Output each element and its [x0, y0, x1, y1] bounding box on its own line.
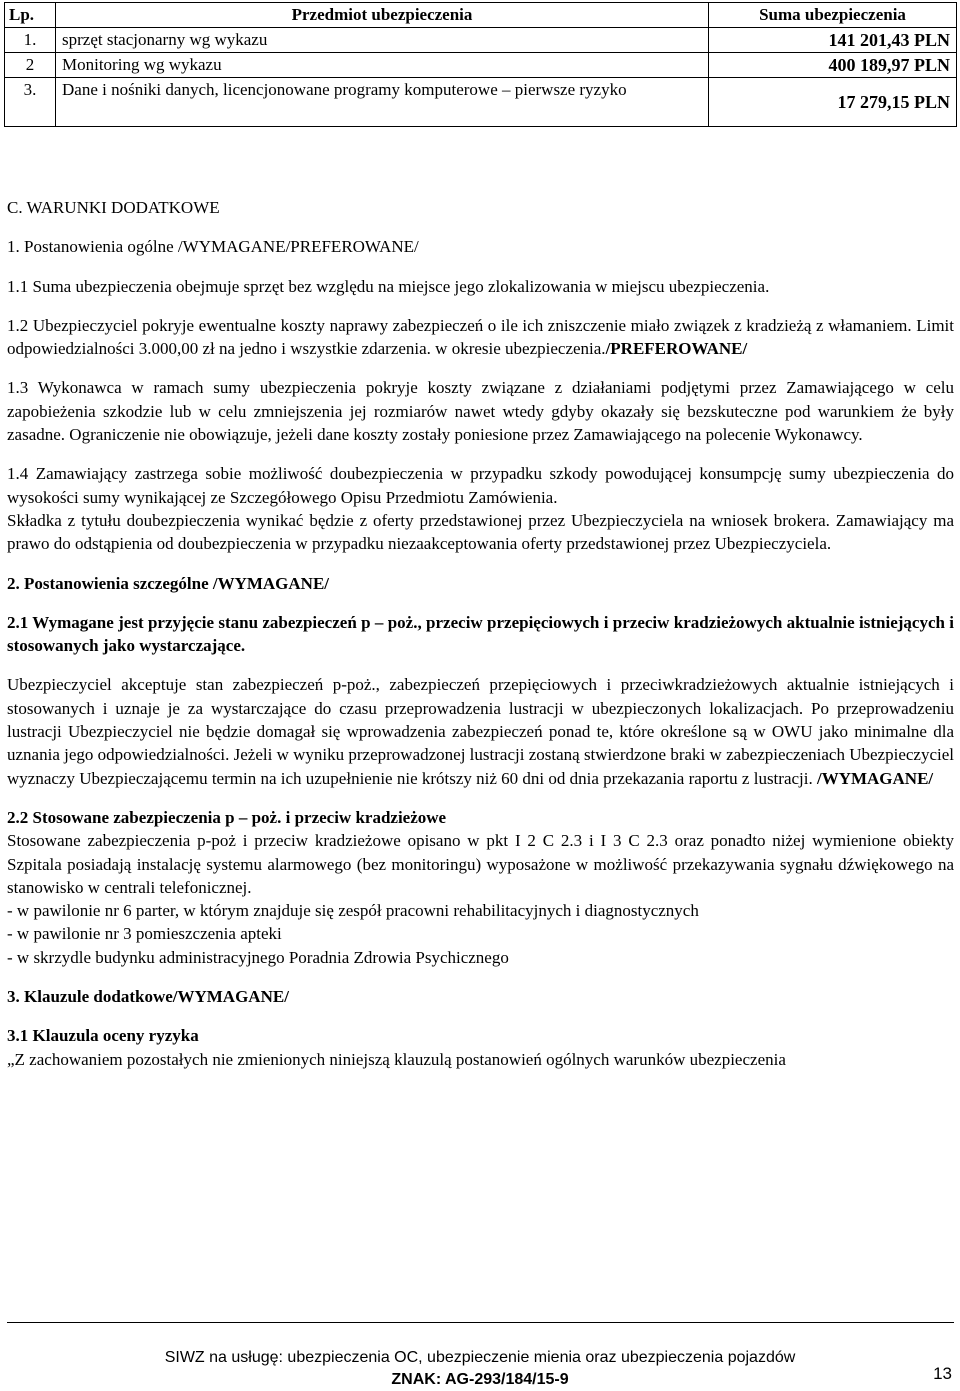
paragraph-1-3: 1.3 Wykonawca w ramach sumy ubezpieczenia pokryje koszty związane z działaniami podjętymi przez Zamawiającego w celu zapobieżenia szkodzie lub w celu zmniejszenia jej rozmiarów nawet wtedy gdyby okazały się bezskuteczne pod warunkiem że były zasadne. Ograniczenie nie obowiązuje, jeżeli dane koszty zostały poniesione przez Zamawiającego na polecenie Wykonawcy.	[7, 378, 954, 445]
row-amount: 17 279,15 PLN	[709, 78, 957, 127]
paragraph-3-1: „Z zachowaniem pozostałych nie zmienionych niniejszą klauzulą postanowień ogólnych warunków ubezpieczenia	[7, 1049, 786, 1069]
header-subject: Przedmiot ubezpieczenia	[56, 3, 709, 28]
paragraph-1-2	[7, 314, 954, 361]
footer-title: SIWZ na usługę: ubezpieczenia OC, ubezpieczenie mienia oraz ubezpieczenia pojazdów	[164, 1349, 796, 1366]
table-header-row	[5, 3, 957, 28]
row-amount: 400 189,97 PLN	[709, 53, 957, 78]
footer-divider	[7, 1322, 954, 1323]
row-amount: 141 201,43 PLN	[709, 28, 957, 53]
page-footer	[0, 1347, 960, 1391]
paragraph-2-1	[7, 673, 954, 789]
table-row	[5, 28, 957, 53]
header-lp: Lp.	[5, 3, 56, 28]
list-item: - w skrzydle budynku administracyjnego Poradnia Zdrowia Psychicznego	[7, 947, 509, 967]
heading-2-2: 2.2 Stosowane zabezpieczenia p – poż. i przeciw kradzieżowe	[7, 807, 447, 827]
footer-reference: ZNAK: AG-293/184/15-9	[391, 1371, 569, 1388]
list-item: - w pawilonie nr 6 parter, w którym znajduje się zespół pracowni rehabilitacyjnych i diagnostycznych	[7, 901, 699, 921]
row-lp: 2	[5, 53, 56, 78]
paragraph-1-2-text: 1.2 Ubezpieczyciel pokryje ewentualne koszty naprawy zabezpieczeń o ile ich zniszczenie miało związek z kradzieżą z włamaniem. Limit odpowiedzialności 3.000,00 zł na jedno i wszystkie zdarzenia. w okresie ubezpieczenia.	[7, 315, 954, 359]
section-3-heading: 3. Klauzule dodatkowe/WYMAGANE/	[7, 987, 289, 1007]
page-number: 13	[933, 1364, 952, 1383]
paragraph-2-1-text: Ubezpieczyciel akceptuje stan zabezpieczeń p-poż., zabezpieczeń przepięciowych i przeciwkradzieżowych aktualnie istniejących i stosowanych i uznaje je za wystarczające do czasu przeprowadzenia lustracji w ubezpieczonych lokalizacjach. Po przeprowadzeniu lustracji Ubezpieczyciel nie będzie domagał się wprowadzenia zabezpieczeń ponad te, które określone są w OWU jako minimalne dla uznania jego odpowiedzialności. Jeżeli w wyniku przeprowadzonej lustracji zostaną stwierdzone braki w zabezpieczeniach Ubezpieczyciel wyznaczy Ubezpieczającemu termin na ich uzupełnienie nie krótszy niż 60 dni od dnia przekazania raportu z lustracji.	[7, 675, 954, 788]
table-row	[5, 78, 957, 127]
list-item: - w pawilonie nr 3 pomieszczenia apteki	[7, 924, 282, 944]
document-body	[7, 196, 954, 1071]
section-c-heading: C. WARUNKI DODATKOWE	[7, 198, 220, 217]
row-subject: Monitoring wg wykazu	[56, 53, 709, 78]
row-lp: 1.	[5, 28, 56, 53]
section-2-heading: 2. Postanowienia szczególne /WYMAGANE/	[7, 573, 330, 593]
row-subject: Dane i nośniki danych, licencjonowane programy komputerowe – pierwsze ryzyko	[56, 78, 709, 127]
preferred-tag: /PREFEROWANE/	[605, 339, 748, 359]
row-lp: 3.	[5, 78, 56, 127]
header-sum: Suma ubezpieczenia	[709, 3, 957, 28]
section-1-heading: 1. Postanowienia ogólne /WYMAGANE/PREFEROWANE/	[7, 237, 419, 257]
heading-2-1: 2.1 Wymagane jest przyjęcie stanu zabezpieczeń p – poż., przeciw przepięciowych i przeciw kradzieżowych aktualnie istniejących i stosowanych jako wystarczające.	[7, 612, 954, 656]
paragraph-1-4: 1.4 Zamawiający zastrzega sobie możliwość doubezpieczenia w przypadku szkody powodującej konsumpcję sumy ubezpieczenia do wysokości sumy wynikającej ze Szczegółowego Opisu Przedmiotu Zamówienia.	[7, 464, 954, 507]
table-row	[5, 53, 957, 78]
required-tag: /WYMAGANE/	[816, 768, 934, 788]
paragraph-2-2: Stosowane zabezpieczenia p-poż i przeciw kradzieżowe opisano w pkt I 2 C 2.3 i I 3 C 2.3 oraz ponadto niżej wymienione obiekty Szpitala posiadają instalację systemu alarmowego (bez monitoringu) wyposażone w możliwość przekazywania sygnału dźwiękowego na stanowisko w centrali telefonicznej.	[7, 831, 954, 897]
insurance-items-table	[4, 2, 957, 127]
row-subject: sprzęt stacjonarny wg wykazu	[56, 28, 709, 53]
paragraph-1-1: 1.1 Suma ubezpieczenia obejmuje sprzęt bez względu na miejsce jego zlokalizowania w miejscu ubezpieczenia.	[7, 276, 770, 296]
heading-3-1: 3.1 Klauzula oceny ryzyka	[7, 1026, 199, 1046]
paragraph-1-4-b: Składka z tytułu doubezpieczenia wynikać będzie z oferty przedstawionej przez Ubezpieczyciela na wniosek brokera. Zamawiający ma prawo do odstąpienia od doubezpieczenia w przypadku niezaakceptowania oferty przedstawionej przez Ubezpieczyciela.	[7, 510, 954, 554]
